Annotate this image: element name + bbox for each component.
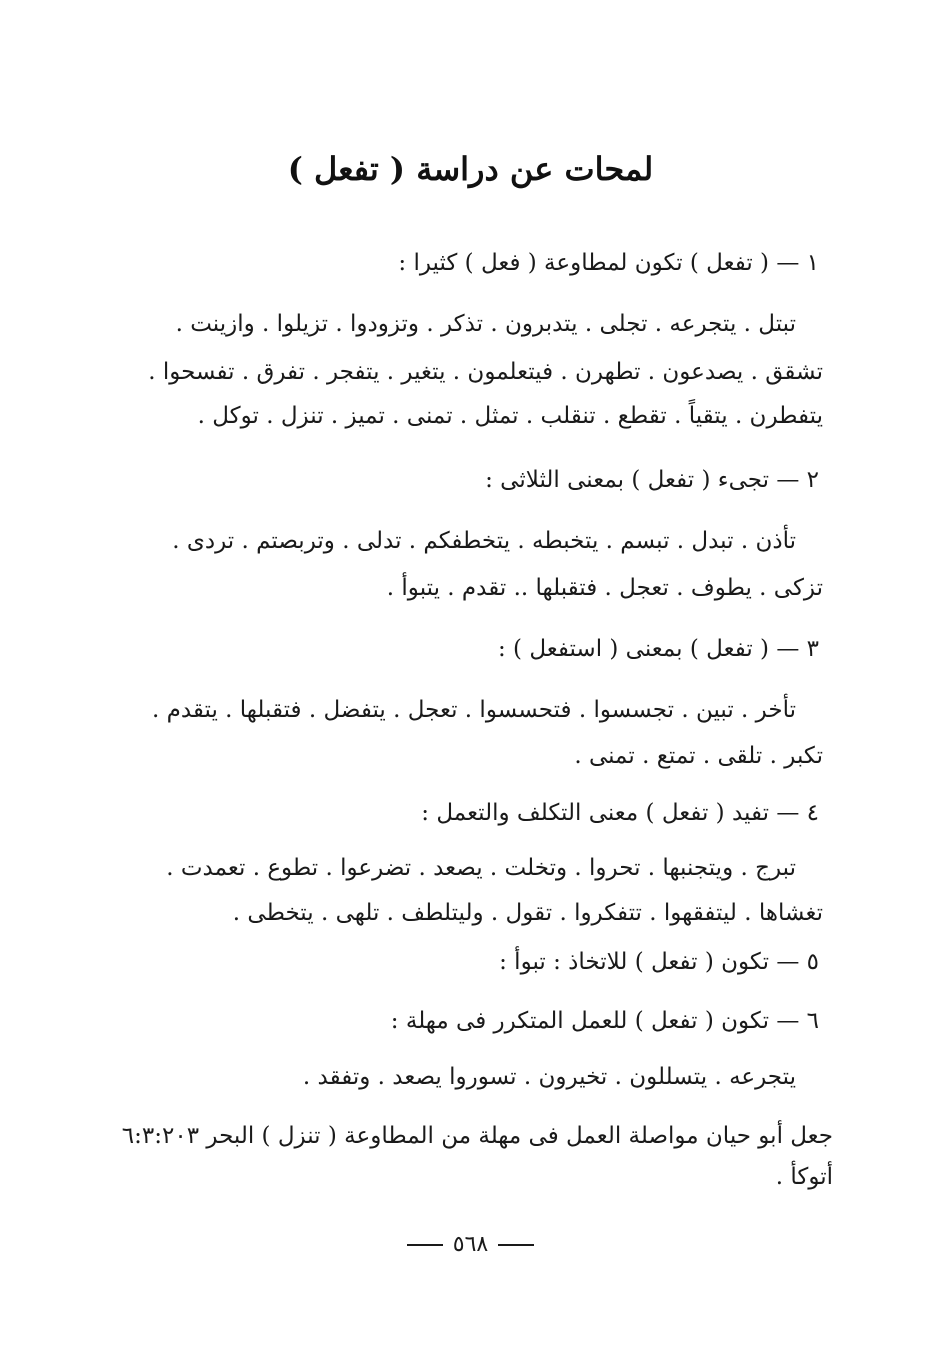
footer-dash-right bbox=[498, 1244, 534, 1246]
footer-dash-left bbox=[407, 1244, 443, 1246]
section-3-line-2: تكبر . تلقى . تمتع . تمنى . bbox=[574, 743, 823, 769]
section-1-line-1: تبتل . يتجرعه . تجلى . يتدبرون . تذكر . وتزودوا . تزيلوا . وازينت . bbox=[175, 311, 796, 337]
section-2-line-2: تزكى . يطوف . تعجل . فتقبلها .. تقدم . يتبوأ . bbox=[386, 575, 823, 601]
page-title: لمحات عن دراسة ( تفعل ) bbox=[287, 150, 654, 188]
section-6-heading: ٦ — تكون ( تفعل ) للعمل المتكرر فى مهلة : bbox=[390, 1008, 819, 1034]
section-4-heading: ٤ — تفيد ( تفعل ) معنى التكلف والتعمل : bbox=[421, 800, 819, 826]
section-3-line-1: تأخر . تبين . تجسسوا . فتحسسوا . تعجل . يتفضل . فتقبلها . يتقدم . bbox=[151, 697, 796, 723]
section-2-heading: ٢ — تجىء ( تفعل ) بمعنى الثلاثى : bbox=[485, 467, 819, 493]
closing-line-1: جعل أبو حيان مواصلة العمل فى مهلة من المطاوعة ( تنزل ) البحر ٦:٣:٢٠٣ bbox=[121, 1123, 833, 1149]
section-4-line-2: تغشاها . ليتفقهوا . تتفكروا . تقول . وليتلطف . تلهى . يتخطى . bbox=[232, 900, 823, 926]
section-4-line-1: تبرج . ويتجنبها . تحروا . وتخلت . يصعد . تضرعوا . تطوع . تعمدت . bbox=[166, 855, 796, 881]
section-5-heading: ٥ — تكون ( تفعل ) للاتخاذ : تبوأ : bbox=[499, 949, 819, 975]
section-1-line-3: يتفطرن . يتقياً . تقطع . تنقلب . تمثل . تمنى . تميز . تنزل . توكل . bbox=[197, 403, 823, 429]
section-1-heading: ١ — ( تفعل ) تكون لمطاوعة ( فعل ) كثيرا : bbox=[398, 250, 819, 276]
section-3-heading: ٣ — ( تفعل ) بمعنى ( استفعل ) : bbox=[497, 636, 819, 662]
closing-line-2: أتوكأ . bbox=[775, 1164, 833, 1190]
section-1-line-2: تشقق . يصدعون . تطهرن . فيتعلمون . يتغير . يتفجر . تفرق . تفسحوا . bbox=[148, 359, 823, 385]
page-number-footer bbox=[0, 1232, 941, 1257]
section-2-line-1: تأذن . تبدل . تبسم . يتخبطه . يتخطفكم . تدلى . وتربصتم . تردى . bbox=[172, 528, 796, 554]
section-6-line-1: يتجرعه . يتسللون . تخيرون . تسوروا يصعد . وتفقد . bbox=[302, 1064, 796, 1090]
page-number: ٥٦٨ bbox=[452, 1232, 489, 1257]
